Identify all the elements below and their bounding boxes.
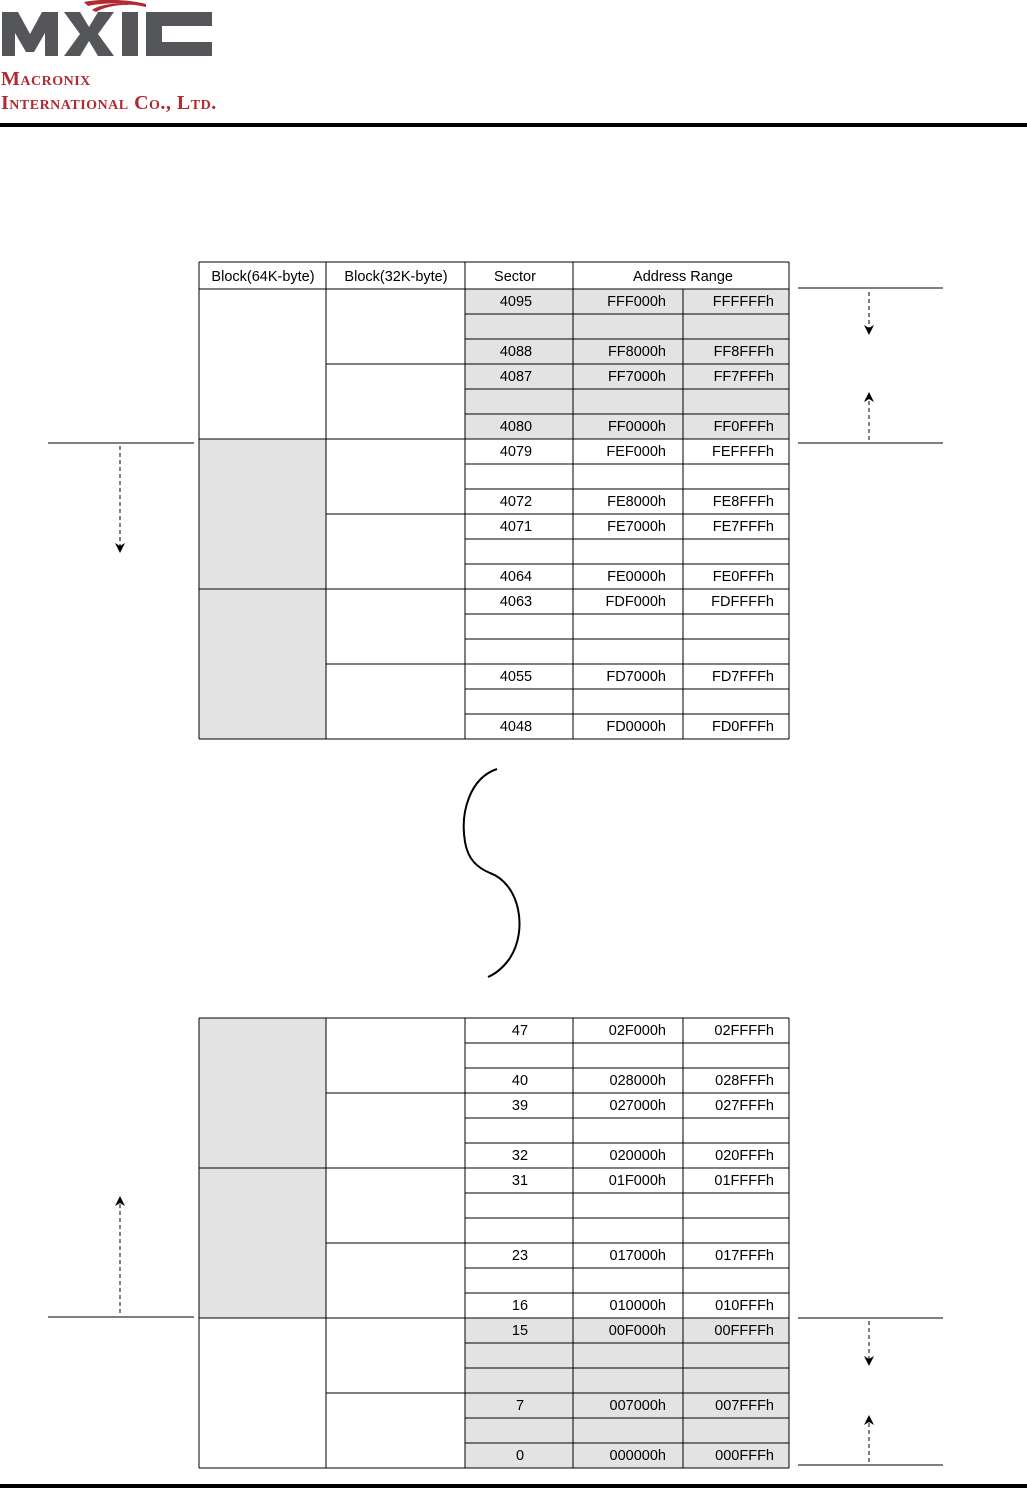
address-end: 02FFFFh	[714, 1023, 774, 1039]
sector-number: 4063	[499, 594, 533, 610]
header-sector: Sector	[494, 269, 536, 285]
address-end: FD0FFFh	[711, 719, 774, 735]
sector-number: 4079	[499, 444, 533, 460]
address-end: FF8FFFh	[713, 344, 774, 360]
sector-number: 4095	[499, 294, 533, 310]
sector-number: 4072	[499, 494, 533, 510]
sector-number: 47	[511, 1023, 529, 1039]
sector-number: 4080	[499, 419, 533, 435]
address-start: 01F000h	[608, 1173, 666, 1189]
sector-number: 7	[515, 1398, 525, 1414]
address-end: FE7FFFh	[712, 519, 774, 535]
sector-number: 31	[511, 1173, 529, 1189]
sector-number: 40	[511, 1073, 529, 1089]
address-start: FD0000h	[606, 719, 666, 735]
address-end: 010FFFh	[715, 1298, 774, 1314]
address-start: 028000h	[609, 1073, 666, 1089]
address-end: 028FFFh	[715, 1073, 774, 1089]
sector-number: 39	[511, 1098, 529, 1114]
sector-number: 15	[511, 1323, 529, 1339]
address-start: 027000h	[609, 1098, 666, 1114]
address-end: 017FFFh	[715, 1248, 774, 1264]
sector-number: 4055	[499, 669, 533, 685]
address-end: 01FFFFh	[714, 1173, 774, 1189]
header-block64: Block(64K-byte)	[211, 269, 315, 285]
address-end: FF7FFFh	[713, 369, 774, 385]
address-start: FE8000h	[607, 494, 666, 510]
header-address-range: Address Range	[633, 269, 733, 285]
sector-number: 4088	[499, 344, 533, 360]
address-end: 00FFFFh	[714, 1323, 774, 1339]
footer-rule	[0, 1484, 1027, 1488]
address-start: FE0000h	[607, 569, 666, 585]
address-end: 000FFFh	[715, 1448, 774, 1464]
sector-number: 0	[515, 1448, 525, 1464]
sector-number: 4071	[499, 519, 533, 535]
address-end: FE0FFFh	[712, 569, 774, 585]
address-start: FDF000h	[605, 594, 666, 610]
sector-number: 4048	[499, 719, 533, 735]
sector-number: 4087	[499, 369, 533, 385]
address-end: 027FFFh	[715, 1098, 774, 1114]
sector-number: 4064	[499, 569, 533, 585]
address-start: 010000h	[609, 1298, 666, 1314]
company-name-line1: Macronix	[1, 68, 91, 90]
address-end: FEFFFFh	[711, 444, 774, 460]
address-start: 00F000h	[608, 1323, 666, 1339]
address-end: 020FFFh	[715, 1148, 774, 1164]
address-start: FF8000h	[607, 344, 666, 360]
address-end: FD7FFFh	[711, 669, 774, 685]
address-start: FFF000h	[607, 294, 666, 310]
address-start: 000000h	[609, 1448, 666, 1464]
address-end: FFFFFFh	[712, 294, 774, 310]
address-start: FF7000h	[607, 369, 666, 385]
address-start: FD7000h	[606, 669, 666, 685]
address-start: 007000h	[609, 1398, 666, 1414]
address-end: FE8FFFh	[712, 494, 774, 510]
address-end: FF0FFFh	[713, 419, 774, 435]
address-start: FEF000h	[606, 444, 666, 460]
continuation-break-curve	[464, 769, 520, 977]
address-start: FF0000h	[607, 419, 666, 435]
sector-number: 32	[511, 1148, 529, 1164]
address-start: 02F000h	[608, 1023, 666, 1039]
address-start: 020000h	[609, 1148, 666, 1164]
header-block32: Block(32K-byte)	[344, 269, 448, 285]
address-start: FE7000h	[607, 519, 666, 535]
company-name-line2: International Co., Ltd.	[1, 92, 217, 114]
address-end: 007FFFh	[715, 1398, 774, 1414]
address-start: 017000h	[609, 1248, 666, 1264]
sector-number: 16	[511, 1298, 529, 1314]
address-end: FDFFFFh	[711, 594, 774, 610]
sector-number: 23	[511, 1248, 529, 1264]
